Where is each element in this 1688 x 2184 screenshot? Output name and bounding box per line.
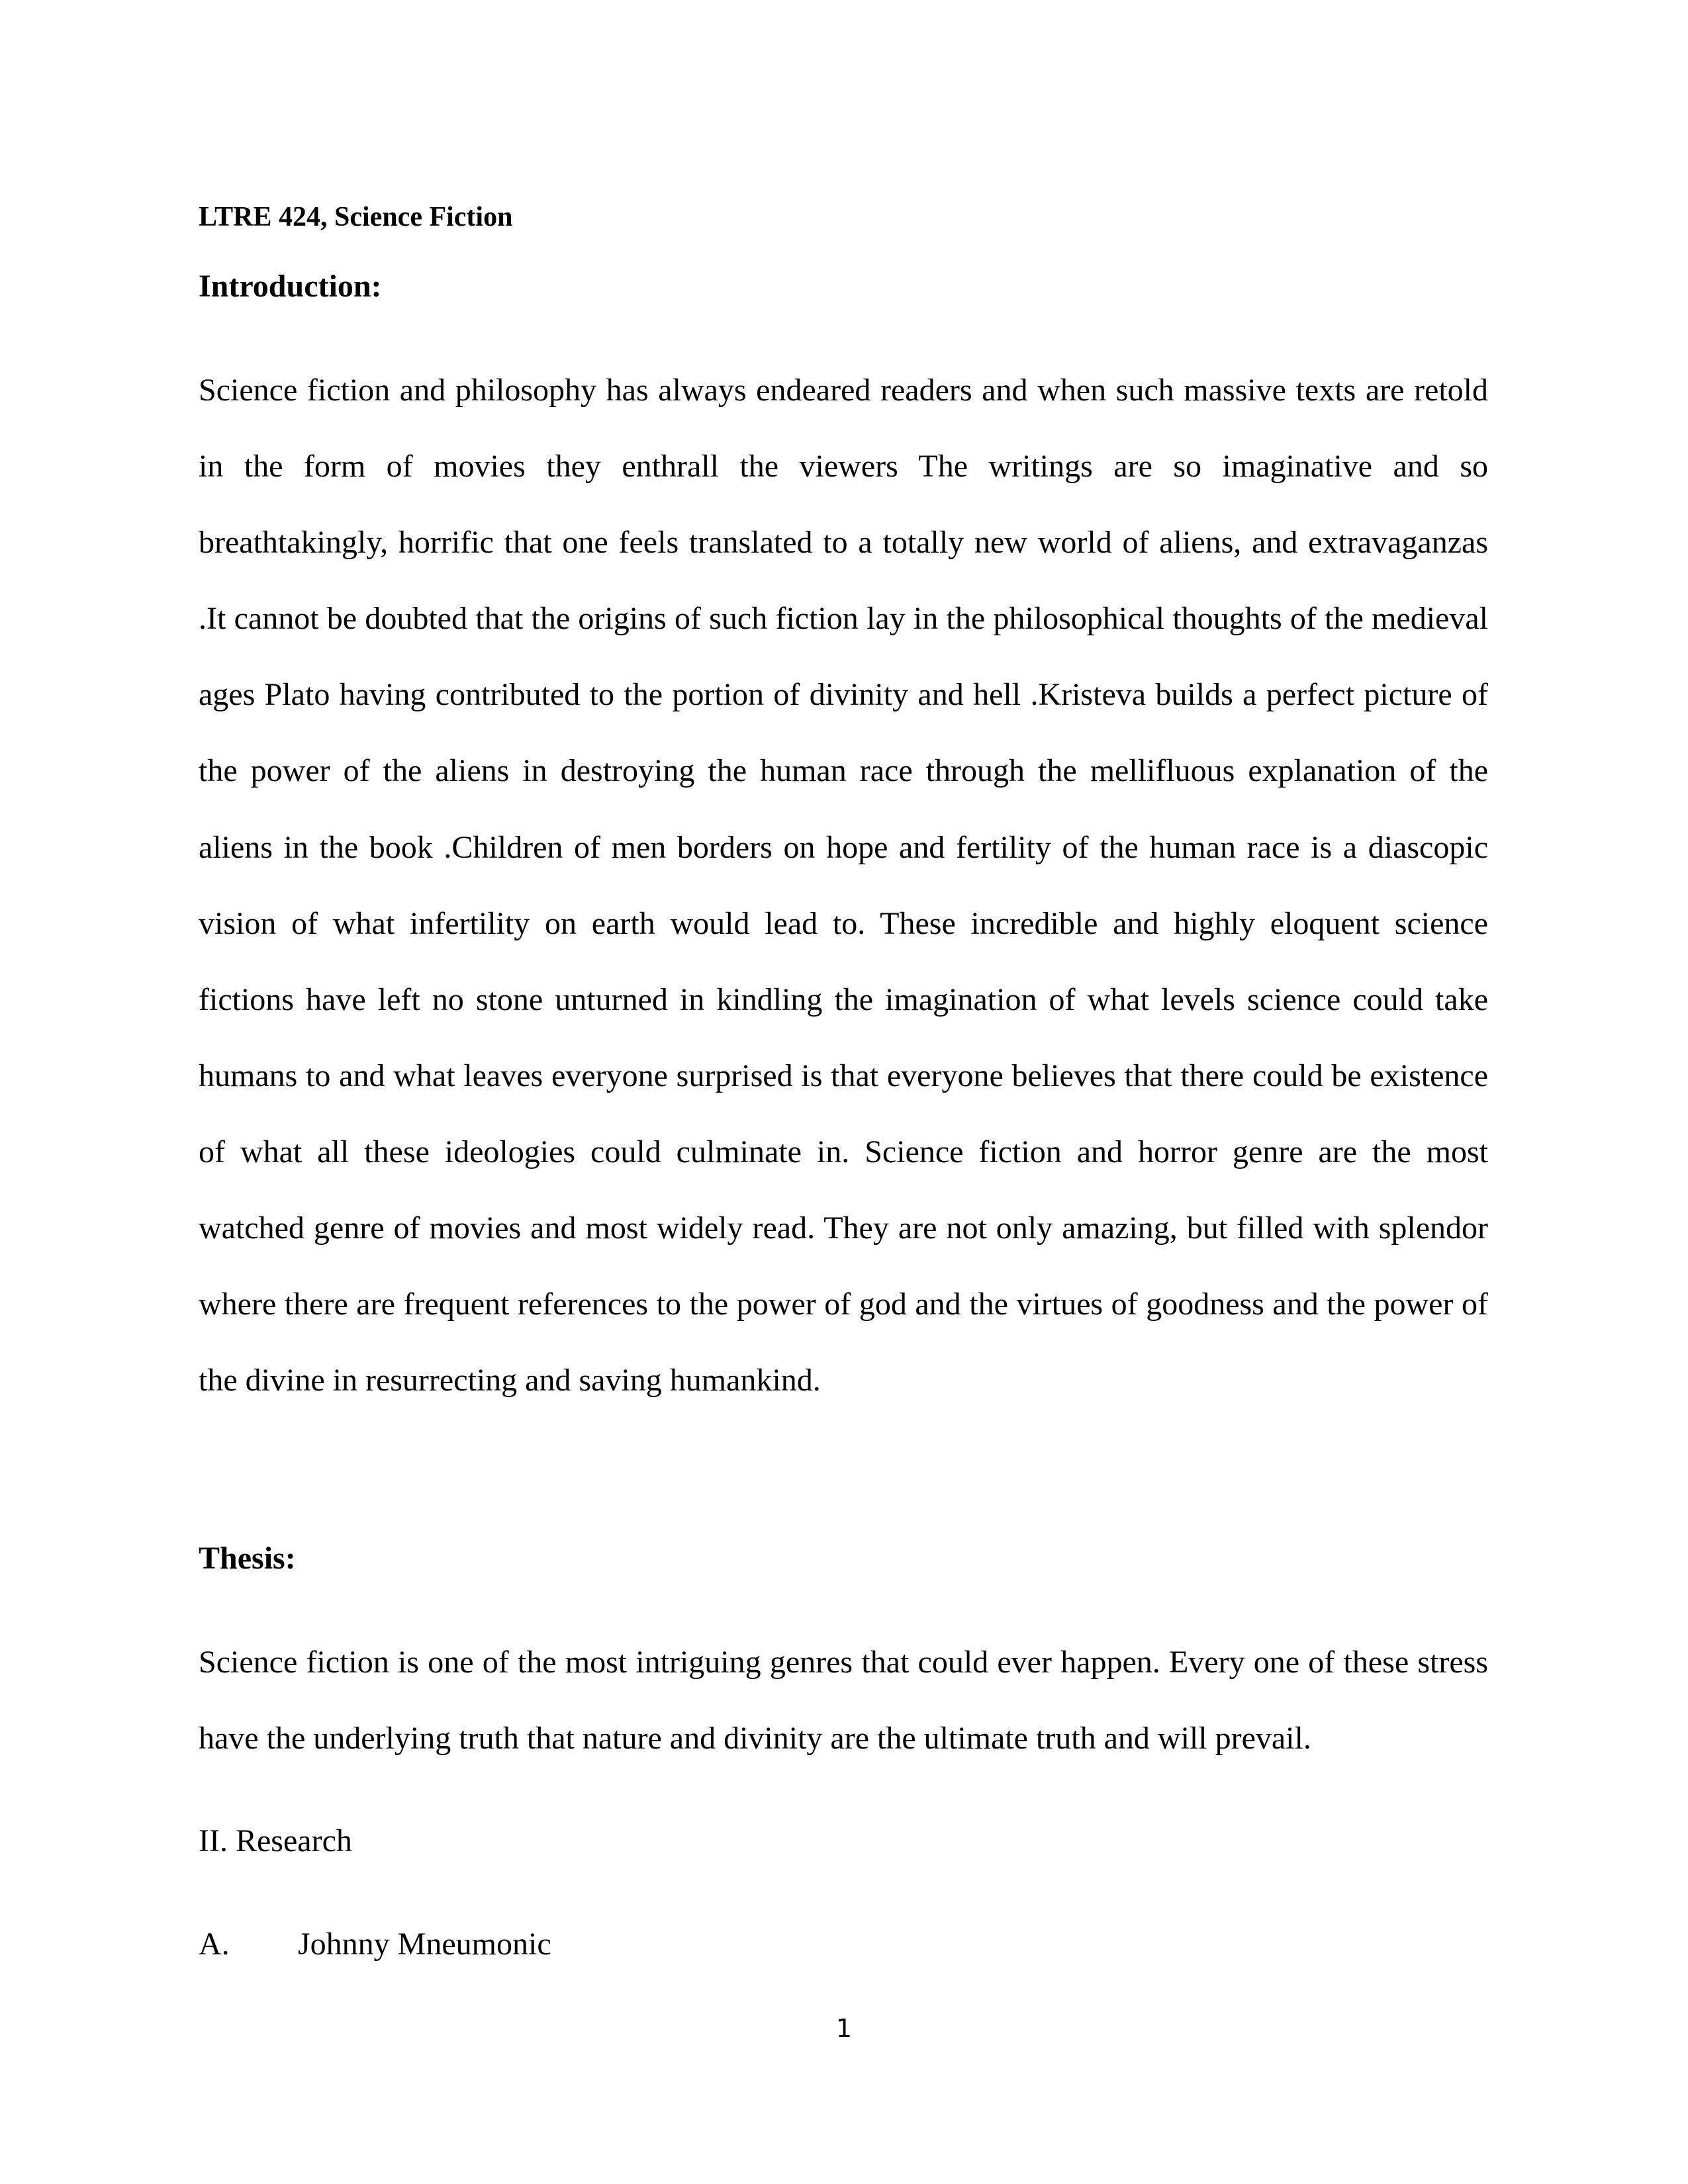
- list-item: [199, 1925, 551, 1964]
- course-title: LTRE 424, Science Fiction: [199, 202, 513, 232]
- introduction-heading: Introduction:: [199, 269, 382, 304]
- list-item-marker: A.: [199, 1927, 230, 1962]
- thesis-paragraph: Science fiction is one of the most intriguing genres that could ever happen. Every one of these stress have the underlying truth that nature and divinity are the ultimate truth and will prevail.: [199, 1645, 1488, 1756]
- introduction-paragraph: Science fiction and philosophy has always endeared readers and when such massive texts are retold in the form of movies they enthrall the viewers The writings are so imaginative and so breathtakingly, horrific that one feels translated to a totally new world of aliens, and extravaganzas .It cannot be doubted that the origins of such fiction lay in the philosophical thoughts of the medieval ages Plato having contributed to the portion of divinity and hell .Kristeva builds a perfect picture of the power of the aliens in destroying the human race through the mellifluous explanation of the aliens in the book .Children of men borders on hope and fertility of the human race is a diascopic vision of what infertility on earth would lead to. These incredible and highly eloquent science fictions have left no stone unturned in kindling the imagination of what levels science could take humans to and what leaves everyone surprised is that everyone believes that there could be existence of what all these ideologies could culminate in. Science fiction and horror genre are the most watched genre of movies and most widely read. They are not only amazing, but filled with splendor where there are frequent references to the power of god and the virtues of goodness and the power of the divine in resurrecting and saving humankind.: [199, 373, 1488, 1398]
- thesis-heading: Thesis:: [199, 1541, 296, 1576]
- research-heading: II. Research: [199, 1823, 352, 1858]
- list-item-text: Johnny Mneumonic: [298, 1927, 551, 1962]
- page-number: 1: [835, 2014, 853, 2043]
